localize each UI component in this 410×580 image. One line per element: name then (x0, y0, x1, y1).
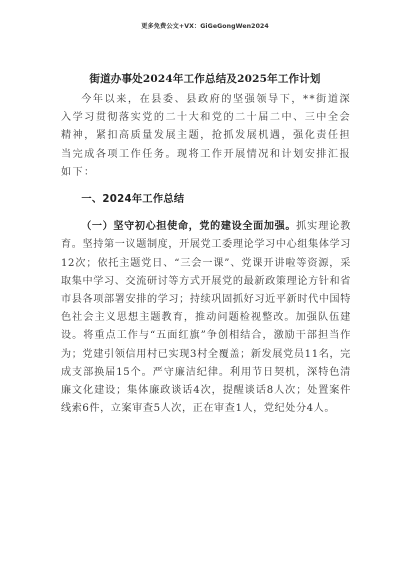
section-heading: 一、2024年工作总结 (81, 194, 185, 206)
header-note: 更多免费公文+VX：GiGeGongWen2024 (141, 23, 269, 30)
subsection-heading: （一）坚守初心担使命，党的建设全面加强。 (81, 221, 297, 233)
intro-paragraph: 今年以来，在县委、县政府的坚强领导下，**街道深入学习贯彻落实党的二十大和党的二十届二中、三中全会精神，紧扣高质量发展主题，抢抓发展机遇，强化责任担当完成各项工作任务。现将工作开展情况和计划安排汇报如下： (61, 94, 351, 178)
document-title: 街道办事处2024年工作总结及2025年工作计划 (89, 73, 321, 85)
document-body (61, 91, 351, 418)
subsection-body: 抓实理论教育。坚持第一议题制度，开展党工委理论学习中心组集体学习12次；依托主题党日、“三会一课”、党课开讲啦等资源，采取集中学习、交流研讨等方式开展党的最新政策理论方针和省市县各项部署安排的学习；持续巩固抓好习近平新时代中国特色社会主义思想主题教育，推动问题检视整改。加强队伍建设。将重点工作与“五面红旗”争创相结合，激励干部担当作为；党建引领信用村已实现3村全覆盖；新发展党员11名，完成支部换届15个。严守廉洁纪律。利用节日契机，深特色清廉文化建设；集体廉政谈话4次，提醒谈话8人次；处置案件线索6件，立案审查5人次，正在审查1人，党纪处分4人。 (61, 221, 352, 415)
subsection-paragraph (61, 218, 351, 418)
